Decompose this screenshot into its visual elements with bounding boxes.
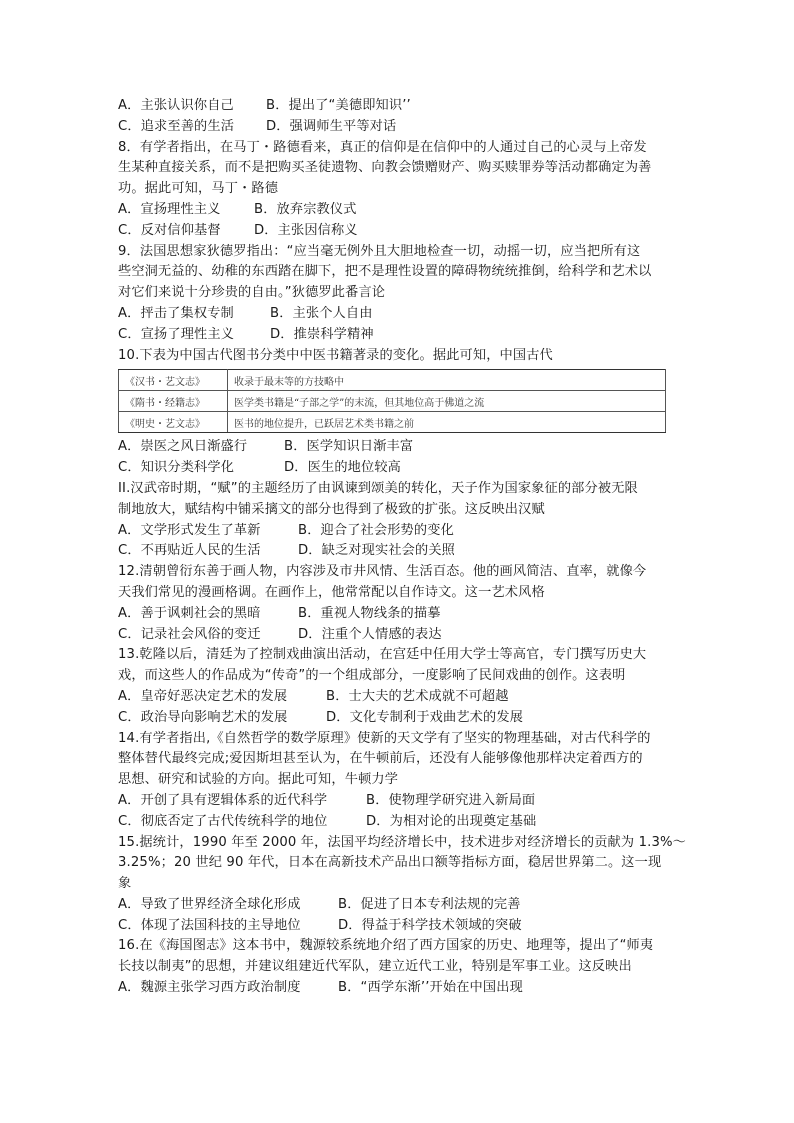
q12-stem-line: 12.清朝曾衍东善于画人物，内容涉及市井风情、生活百态。他的画风简洁、直率，就像今 — [118, 564, 647, 580]
table-cell-desc: 医学类书籍是“子部之学”的末流，但其地位高于佛道之流 — [228, 391, 666, 412]
q12-option-d: D．注重个人情感的表达 — [298, 626, 442, 642]
q8-stem-line: 8．有学者指出，在马丁・路德看来，真正的信仰是在信仰中的人通过自己的心灵与上帝发 — [118, 139, 647, 155]
q8-options-row1 — [118, 200, 678, 221]
q8-option-c: C．反对信仰基督 — [118, 222, 221, 238]
q9-stem-line: 对它们来说十分珍贵的自由。”狄德罗此番言论 — [118, 285, 386, 301]
q8-option-b: B．放弃宗教仪式 — [254, 201, 357, 217]
q12-option-b: B．重视人物线条的描摹 — [298, 605, 441, 621]
q15-option-a: A．导致了世界经济全球化形成 — [118, 896, 301, 912]
q9-option-b: B．主张个人自由 — [270, 305, 373, 321]
q14-option-b: B．使物理学研究进入新局面 — [366, 792, 536, 808]
q13-stem-line: 13.乾隆以后，清廷为了控制戏曲演出活动，在宫廷中任用大学士等高官，专门撰写历史大 — [118, 647, 647, 663]
q11-options-row2 — [118, 541, 678, 562]
q13-option-c: C．政治导向影响艺术的发展 — [118, 709, 288, 725]
q10-stem-line: 10.下表为中国古代图书分类中中医书籍著录的变化。据此可知，中国古代 — [118, 347, 553, 363]
q12-option-c: C．记录社会风俗的变迁 — [118, 626, 261, 642]
q14-options-row2 — [118, 812, 678, 833]
q14-stem-line: 思想、研究和试验的方向。据此可知，牛顿力学 — [118, 772, 399, 788]
q10-options-row2 — [118, 458, 678, 479]
q10-option-b: B．医学知识日渐丰富 — [284, 439, 414, 455]
q7-option-a: A．主张认识你自己 — [118, 98, 234, 113]
q12-options-row2 — [118, 625, 678, 646]
table-row — [119, 391, 666, 412]
table-row — [119, 412, 666, 433]
q13-options-row1 — [118, 687, 678, 708]
q16-option-b: B．“西学东渐’’开始在中国出现 — [338, 980, 523, 996]
q9-option-c: C．宣扬了理性主义 — [118, 326, 235, 342]
q11-option-c: C．不再贴近人民的生活 — [118, 543, 261, 559]
q8-options-row2 — [118, 221, 678, 242]
q13-option-d: D．文化专制利于戏曲艺术的发展 — [326, 709, 524, 725]
table-cell-book: 《汉书・艺文志》 — [119, 370, 228, 391]
q9-option-d: D．推崇科学精神 — [270, 326, 374, 342]
q16-options-row1 — [118, 978, 678, 999]
q14-option-d: D．为相对论的出现奠定基础 — [366, 813, 537, 829]
q9-options-row1 — [118, 304, 678, 325]
q15-options-row1 — [118, 895, 678, 916]
q13-option-b: B．士大夫的艺术成就不可超越 — [326, 688, 509, 704]
q15-option-c: C．体现了法国科技的主导地位 — [118, 917, 301, 933]
q15-option-d: D．得益于科学技术领域的突破 — [338, 917, 522, 933]
q15-stem-line: 15.据统计，1990 年至 2000 年，法国平均经济增长中，技术进步对经济增长的贡献为 1.3%～ — [118, 834, 687, 850]
q14-stem-line: 整体替代最终完成;爱因斯坦甚至认为，在牛顿前后，还没有人能够像他那样决定着西方的 — [118, 751, 643, 767]
q12-options-row1 — [118, 604, 678, 625]
q13-options-row2 — [118, 708, 678, 729]
q8-stem-line: 功。据此可知，马丁・路德 — [118, 181, 279, 197]
q7-option-d: D．强调师生平等对话 — [266, 118, 397, 134]
q7-options-row2 — [118, 117, 678, 138]
q16-stem-line: 16.在《海国图志》这本书中，魏源较系统地介绍了西方国家的历史、地理等，提出了“师夷 — [118, 938, 654, 954]
q10-option-c: C．知识分类科学化 — [118, 460, 235, 476]
q14-option-a: A．开创了具有逻辑体系的近代科学 — [118, 792, 328, 808]
q8-option-a: A．宣扬理性主义 — [118, 201, 221, 217]
q9-stem-line: 9．法国思想家狄德罗指出：“应当毫无例外且大胆地检查一切，动摇一切，应当把所有这 — [118, 243, 641, 259]
q13-stem-line: 戏，而这些人的作品成为“传奇”的一个组成部分，一度影响了民间戏曲的创作。这表明 — [118, 668, 626, 684]
table-cell-desc: 医书的地位提升，已跃居艺术类书籍之前 — [228, 412, 666, 433]
table-row — [119, 370, 666, 391]
q14-option-c: C．彻底否定了古代传统科学的地位 — [118, 813, 328, 829]
q10-option-a: A．崇医之风日渐盛行 — [118, 439, 248, 455]
q15-options-row2 — [118, 916, 678, 937]
q11-stem-line: 制地放大，赋结构中铺采摛文的部分也得到了极致的扩张。这反映出汉赋 — [118, 501, 545, 517]
q8-option-d: D．主张因信称义 — [254, 222, 358, 238]
table-cell-book: 《明史・艺文志》 — [119, 412, 228, 433]
q16-option-a: A．魏源主张学习西方政治制度 — [118, 980, 301, 996]
exam-page — [118, 96, 687, 999]
q11-option-a: A．文学形式发生了革新 — [118, 522, 261, 538]
q14-stem-line: 14.有学者指出,《自然哲学的数学原理》使新的天文学有了坚实的物理基础，对古代科学的 — [118, 730, 651, 746]
q15-stem-line: 象 — [118, 876, 132, 892]
q10-option-d: D．医生的地位较高 — [284, 460, 402, 476]
q7-option-b: B．提出了“美德即知识’’ — [266, 98, 411, 113]
q11-option-b: B．迎合了社会形势的变化 — [298, 522, 454, 538]
q11-option-d: D．缺乏对现实社会的关照 — [298, 543, 456, 559]
q12-option-a: A．善于讽刺社会的黑暗 — [118, 605, 261, 621]
q13-option-a: A．皇帝好恶决定艺术的发展 — [118, 688, 288, 704]
q8-stem-line: 生某种直接关系，而不是把购买圣徒遗物、向教会馈赠财产、购买赎罪券等活动都确定为善 — [118, 160, 652, 176]
q9-stem-line: 些空洞无益的、幼稚的东西踏在脚下，把不是理性设置的障碍物统统推倒，给科学和艺术以 — [118, 264, 652, 280]
table-cell-desc: 收录于最末等的方技略中 — [228, 370, 666, 391]
q10-options-row1 — [118, 437, 678, 458]
q7-option-c: C．追求至善的生活 — [118, 118, 235, 134]
table-cell-book: 《隋书・经籍志》 — [119, 391, 228, 412]
q16-stem-line: 长技以制夷”的思想，并建议组建近代军队，建立近代工业，特别是军事工业。这反映出 — [118, 959, 632, 975]
q14-options-row1 — [118, 791, 678, 812]
q15-option-b: B．促进了日本专利法规的完善 — [338, 896, 521, 912]
q11-options-row1 — [118, 521, 678, 542]
q12-stem-line: 天我们常见的漫画格调。在画作上，他常常配以自作诗文。这一艺术风格 — [118, 584, 545, 600]
q9-options-row2 — [118, 325, 678, 346]
q7-options-row1 — [118, 96, 678, 117]
q11-stem-line: II.汉武帝时期，“赋”的主题经历了由讽谏到颂美的转化，天子作为国家象征的部分被无限 — [118, 480, 638, 496]
q10-table — [118, 369, 666, 433]
q15-stem-line: 3.25%；20 世纪 90 年代，日本在高新技术产品出口额等指标方面，稳居世界第二。这一现 — [118, 855, 662, 871]
q9-option-a: A．抨击了集权专制 — [118, 305, 234, 321]
